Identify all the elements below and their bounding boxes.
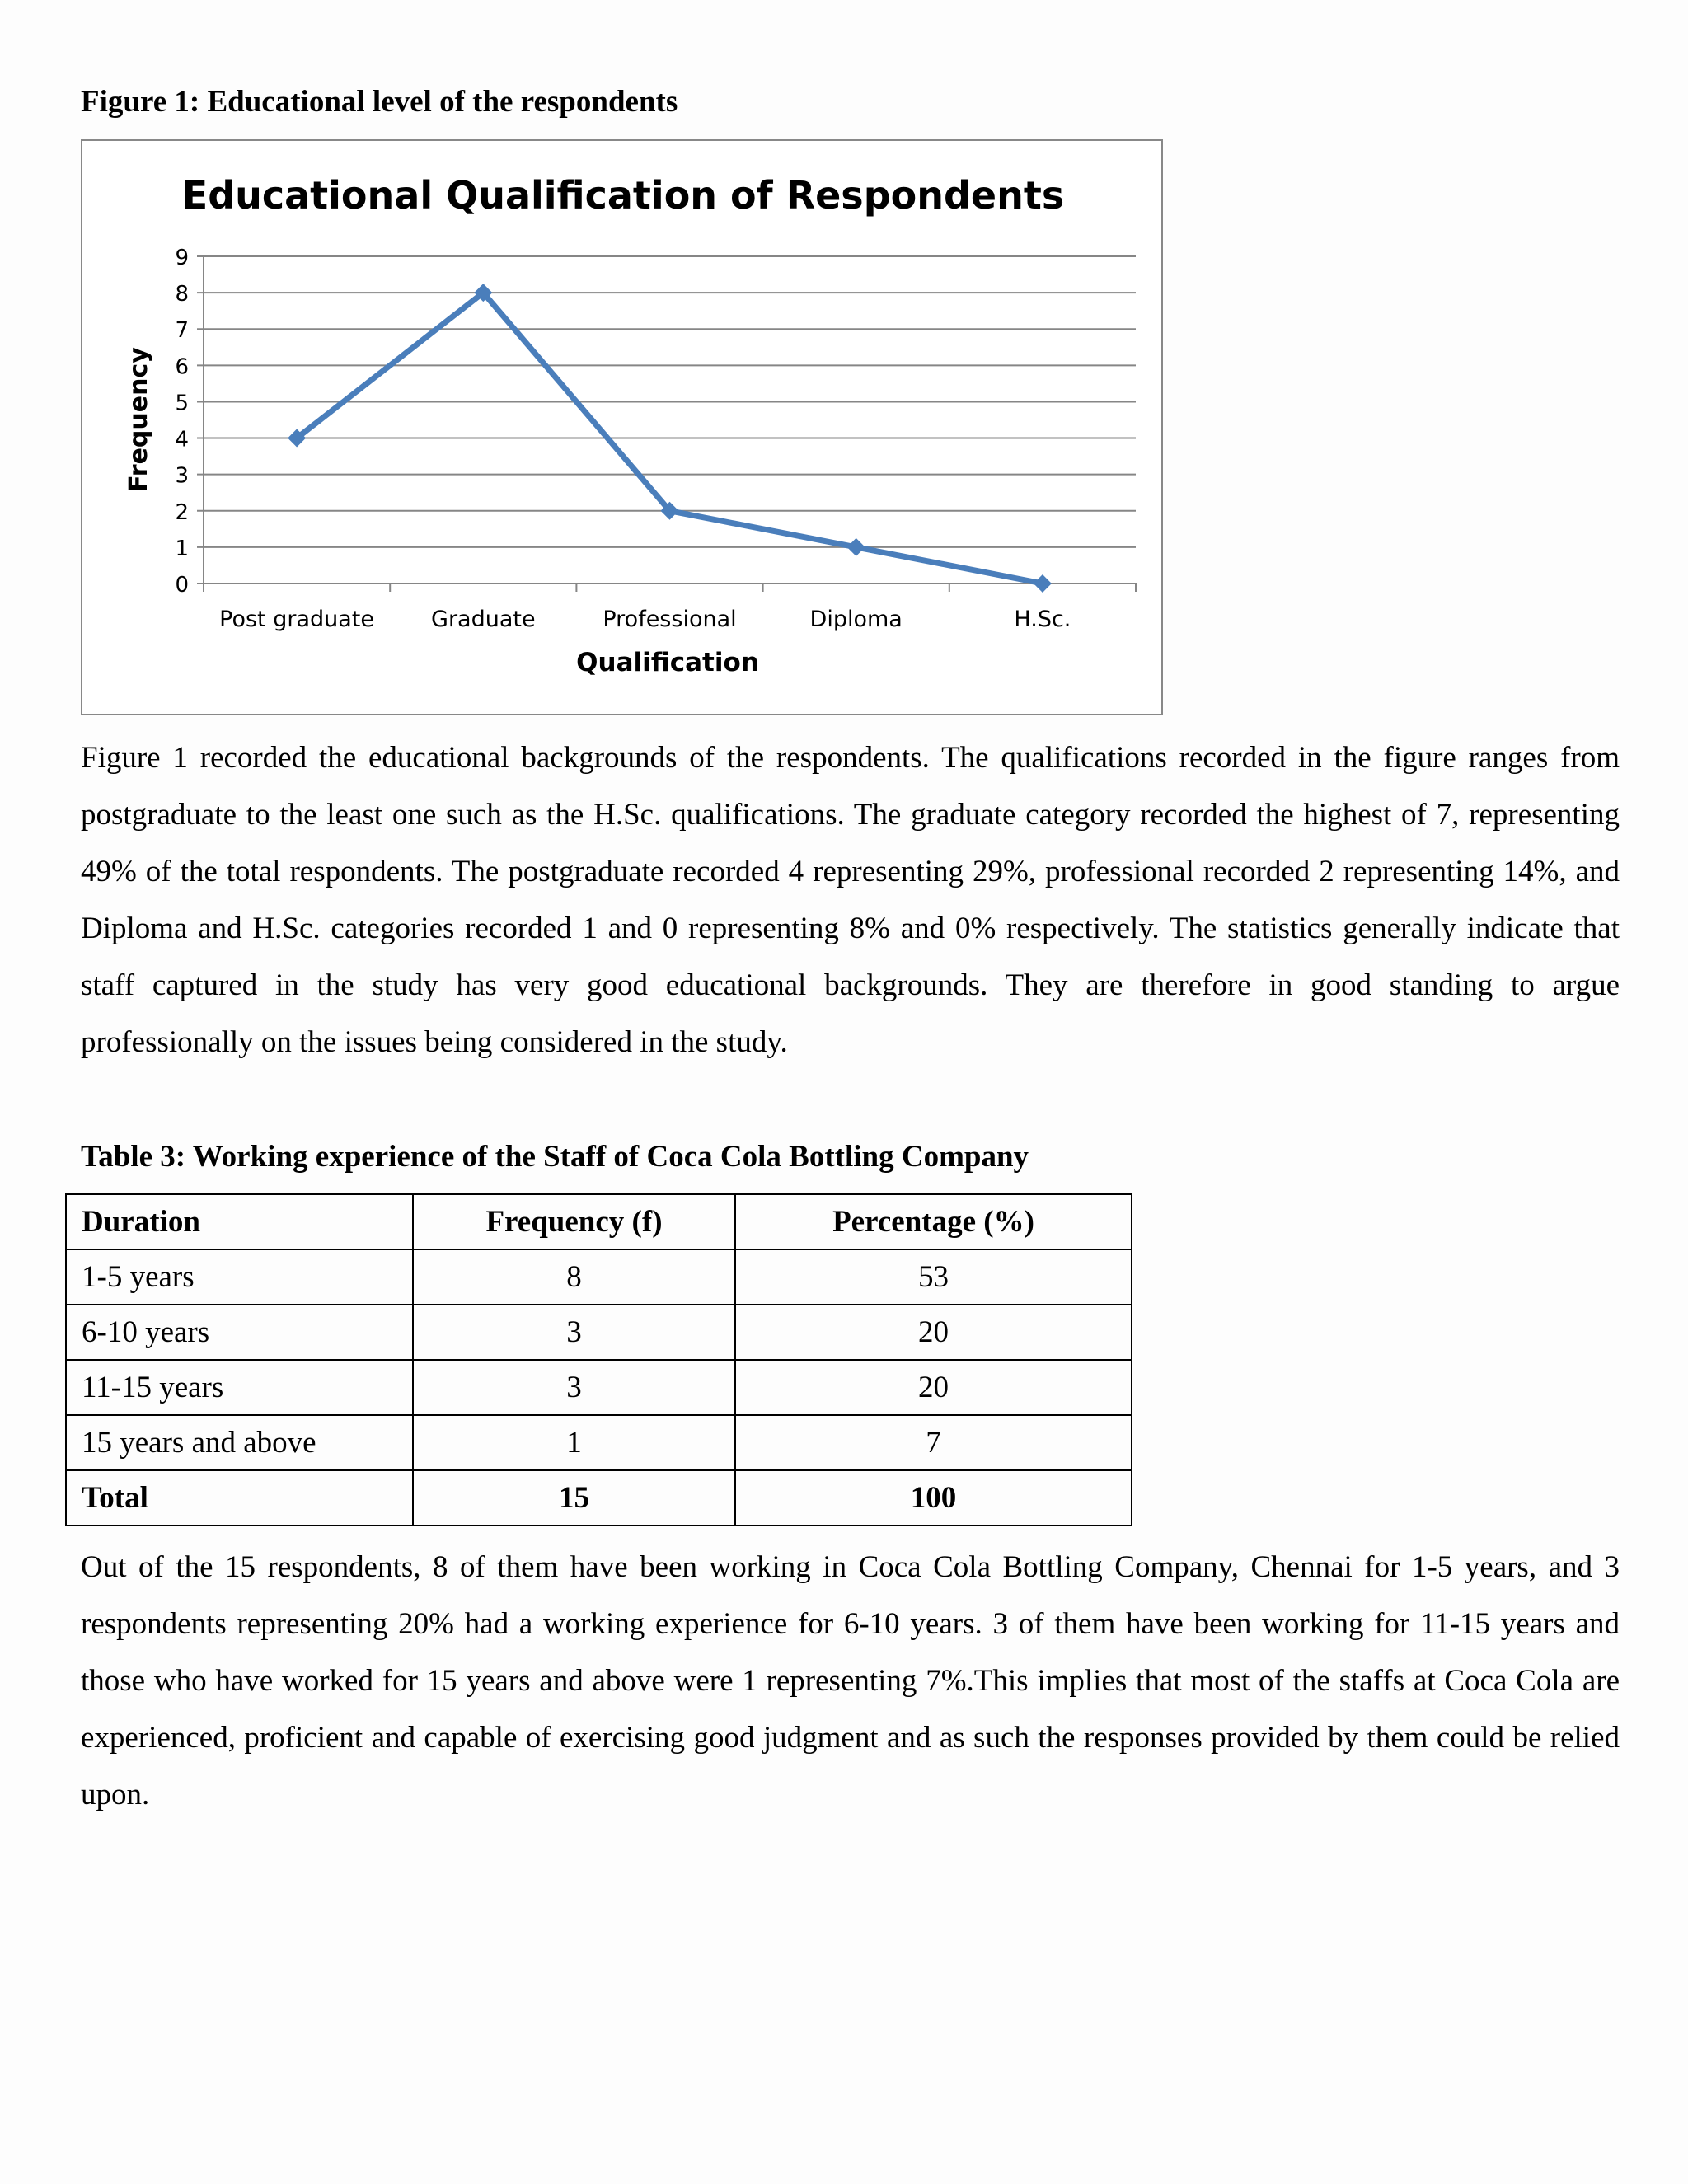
table-header-row [66, 1194, 1132, 1249]
table-row [66, 1305, 1132, 1360]
x-tick-label: Diploma [809, 607, 903, 632]
cell-percentage: 7 [735, 1415, 1132, 1470]
cell-frequency: 3 [413, 1305, 735, 1360]
table-total-row [66, 1470, 1132, 1526]
table-row [66, 1360, 1132, 1415]
y-tick-label: 9 [175, 246, 189, 270]
working-experience-table [65, 1193, 1132, 1526]
cell-duration: 15 years and above [66, 1415, 413, 1470]
y-tick-label: 5 [175, 391, 189, 416]
header-frequency: Frequency (f) [413, 1194, 735, 1249]
cell-percentage: 20 [735, 1360, 1132, 1415]
cell-duration: 6-10 years [66, 1305, 413, 1360]
cell-percentage: 53 [735, 1249, 1132, 1305]
y-tick-label: 6 [175, 354, 189, 380]
y-tick-label: 7 [175, 318, 189, 344]
header-duration: Duration [66, 1194, 413, 1249]
total-percentage: 100 [735, 1470, 1132, 1526]
cell-percentage: 20 [735, 1305, 1132, 1360]
y-tick-label: 0 [175, 573, 189, 598]
cell-frequency: 1 [413, 1415, 735, 1470]
y-tick-label: 3 [175, 463, 189, 489]
data-point-marker [1034, 574, 1052, 593]
cell-frequency: 3 [413, 1360, 735, 1415]
y-tick-label: 2 [175, 499, 189, 525]
header-percentage: Percentage (%) [735, 1194, 1132, 1249]
x-tick-label: Post graduate [219, 607, 375, 632]
table-row [66, 1249, 1132, 1305]
x-tick-label: Graduate [431, 607, 536, 632]
cell-duration: 1-5 years [66, 1249, 413, 1305]
total-frequency: 15 [413, 1470, 735, 1526]
paragraph-table-discussion: Out of the 15 respondents, 8 of them have been working in Coca Cola Bottling Company, Chennai for 1-5 years, and 3 respondents representing 20% had a working experience for 6-10 years. 3 of them have been working for 11-15 years and those who have worked for 15 years and above were 1 representing 7%.This implies that most of the staffs at Coca Cola are experienced, proficient and capable of exercising good judgment and as such the responses provided by them could be relied upon. [81, 1550, 1620, 1811]
y-tick-label: 8 [175, 282, 189, 307]
figure-caption: Figure 1: Educational level of the respondents [81, 85, 678, 119]
total-label: Total [66, 1470, 413, 1526]
cell-duration: 11-15 years [66, 1360, 413, 1415]
chart-title: Educational Qualification of Respondents [181, 173, 1065, 218]
x-tick-label: H.Sc. [1014, 607, 1071, 632]
y-tick-label: 4 [175, 427, 189, 452]
data-point-marker [847, 538, 865, 556]
x-axis-label: Qualification [576, 648, 759, 677]
y-axis-label: Frequency [124, 347, 153, 492]
cell-frequency: 8 [413, 1249, 735, 1305]
y-tick-label: 1 [175, 536, 189, 561]
table-row [66, 1415, 1132, 1470]
table-caption: Table 3: Working experience of the Staff of Coca Cola Bottling Company [81, 1140, 1029, 1174]
x-tick-label: Professional [603, 607, 737, 632]
paragraph-figure-discussion: Figure 1 recorded the educational backgrounds of the respondents. The qualifications recorded in the figure ranges from postgraduate to the least one such as the H.Sc. qualifications. The graduate category recorded the highest of 7, representing 49% of the total respondents. The postgraduate recorded 4 representing 29%, professional recorded 2 representing 14%, and Diploma and H.Sc. categories recorded 1 and 0 representing 8% and 0% respectively. The statistics generally indicate that staff captured in the study has very good educational backgrounds. They are therefore in good standing to argue professionally on the issues being considered in the study. [81, 741, 1620, 1059]
line-chart [81, 139, 1163, 715]
